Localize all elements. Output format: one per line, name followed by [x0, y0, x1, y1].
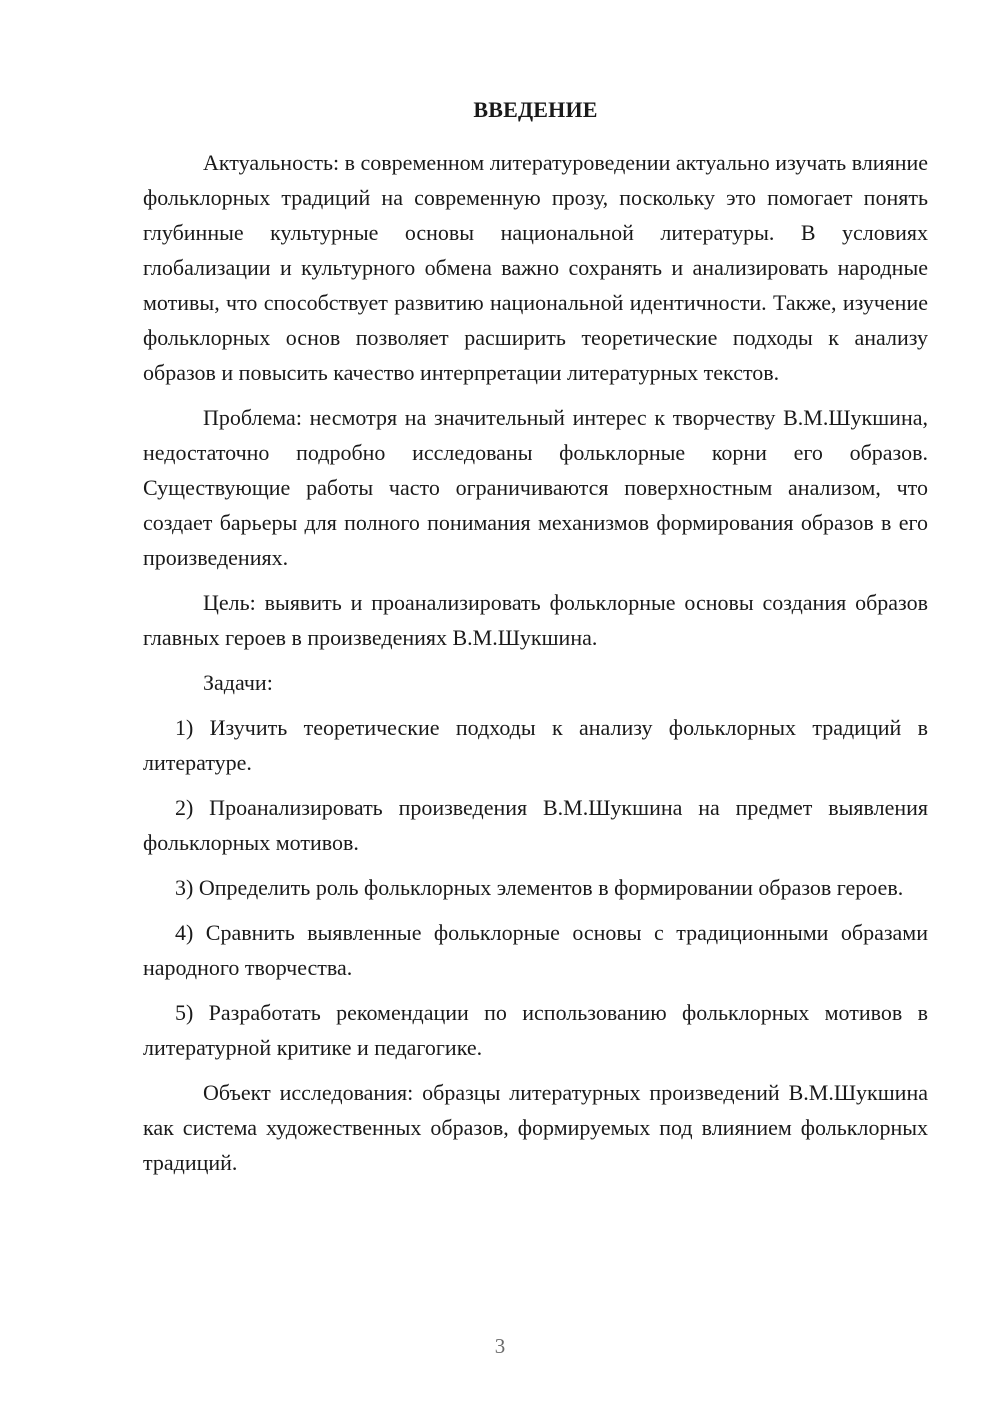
- task-item-2: 2) Проанализировать произведения В.М.Шукшина на предмет выявления фольклорных мотивов.: [143, 795, 928, 855]
- paragraph-object: Объект исследования: образцы литературных произведений В.М.Шукшина как система художественных образов, формируемых под влиянием фольклорных традиций.: [143, 1080, 928, 1175]
- task-item-5: 5) Разработать рекомендации по использованию фольклорных мотивов в литературной критике и педагогике.: [143, 1000, 928, 1060]
- document-page: [143, 92, 928, 1190]
- paragraph-problem: Проблема: несмотря на значительный интерес к творчеству В.М.Шукшина, недостаточно подробно исследованы фольклорные корни его образов. Существующие работы часто ограничиваются поверхностным анализом, что создает барьеры для полного понимания механизмов формирования образов в его произведениях.: [143, 405, 928, 570]
- task-item-1: 1) Изучить теоретические подходы к анализу фольклорных традиций в литературе.: [143, 715, 928, 775]
- paragraph-goal: Цель: выявить и проанализировать фольклорные основы создания образов главных героев в произведениях В.М.Шукшина.: [143, 590, 928, 650]
- paragraph-relevance: Актуальность: в современном литературоведении актуально изучать влияние фольклорных традиций на современную прозу, поскольку это помогает понять глубинные культурные основы национальной литературы. В условиях глобализации и культурного обмена важно сохранять и анализировать народные мотивы, что способствует развитию национальной идентичности. Также, изучение фольклорных основ позволяет расширить теоретические подходы к анализу образов и повысить качество интерпретации литературных текстов.: [143, 150, 928, 385]
- task-item-3: 3) Определить роль фольклорных элементов в формировании образов героев.: [175, 875, 904, 900]
- task-item-4: 4) Сравнить выявленные фольклорные основы с традиционными образами народного творчества.: [143, 920, 928, 980]
- page-number: 3: [494, 1334, 506, 1358]
- section-heading: ВВЕДЕНИЕ: [473, 97, 598, 122]
- tasks-heading: Задачи:: [203, 670, 273, 695]
